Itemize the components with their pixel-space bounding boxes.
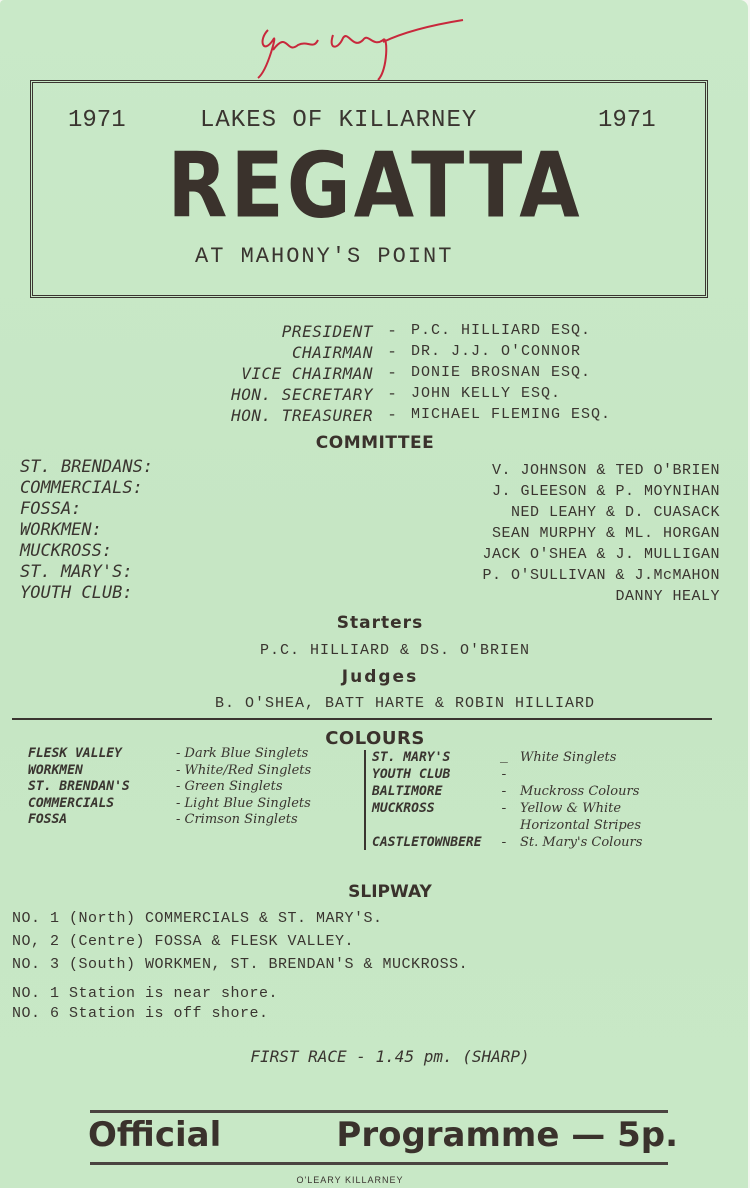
officer-row: HON. SECRETARY - JOHN KELLY ESQ.	[150, 385, 670, 406]
colours-right-list	[372, 750, 732, 852]
club-label: ST. BRENDANS:	[20, 457, 154, 477]
officer-role: VICE CHAIRMAN	[241, 364, 373, 383]
colour-team: ST. BRENDAN'S	[28, 779, 130, 794]
colour-team: ST. MARY'S	[372, 750, 451, 765]
slipway-row: NO. 3 (South) WORKMEN, ST. BRENDAN'S & MUCKROSS.	[12, 956, 469, 973]
programme-price: Programme — 5p.	[336, 1115, 678, 1155]
event-subtitle: LAKES OF KILLARNEY	[200, 107, 478, 134]
station-note: NO. 6 Station is off shore.	[12, 1005, 269, 1022]
club-label: WORKMEN:	[20, 520, 102, 540]
officers-list	[150, 322, 670, 427]
member-names: SEAN MURPHY & ML. HORGAN	[491, 525, 720, 542]
member-names: P. O'SULLIVAN & J.McMAHON	[482, 567, 720, 584]
officer-name: DONIE BROSNAN ESQ.	[411, 364, 592, 381]
member-names: J. GLEESON & P. MOYNIHAN	[491, 483, 720, 500]
club-label: COMMERCIALS:	[20, 478, 143, 498]
slipway-heading: SLIPWAY	[348, 882, 432, 902]
officer-row: VICE CHAIRMAN - DONIE BROSNAN ESQ.	[150, 364, 670, 385]
colour-desc: White Singlets	[520, 750, 617, 765]
printer-credit: O'LEARY KILLARNEY	[296, 1175, 404, 1185]
event-location: AT MAHONY'S POINT	[195, 244, 454, 269]
colours-left-list	[28, 746, 368, 829]
officer-role: HON. SECRETARY	[231, 385, 373, 404]
committee-heading: COMMITTEE	[315, 433, 435, 453]
first-race-time: FIRST RACE - 1.45 pm. (SHARP)	[250, 1047, 530, 1066]
colour-team: FLESK VALLEY	[28, 746, 122, 761]
colour-desc: Muckross Colours	[520, 784, 640, 799]
colours-heading: COLOURS	[325, 728, 425, 749]
colour-desc: St. Mary's Colours	[520, 835, 643, 850]
judges-names: B. O'SHEA, BATT HARTE & ROBIN HILLIARD	[214, 695, 596, 712]
colour-row	[28, 812, 368, 829]
column-divider	[364, 750, 366, 850]
colour-team: CASTLETOWNBERE	[372, 835, 482, 850]
colour-desc: Horizontal Stripes	[520, 818, 642, 833]
colour-row	[372, 818, 732, 835]
colour-desc: - Green Singlets	[176, 779, 283, 794]
colour-row	[28, 796, 368, 813]
colour-team: MUCKROSS	[372, 801, 435, 816]
officer-row: PRESIDENT - P.C. HILLIARD ESQ.	[150, 322, 670, 343]
starters-heading: Starters	[336, 613, 424, 633]
officer-role: HON. TREASURER	[231, 406, 373, 425]
year-right: 1971	[598, 107, 656, 134]
colour-row: ST. MARY'S _ White Singlets	[372, 750, 617, 765]
station-notes	[12, 985, 412, 1025]
committee-members	[380, 462, 720, 609]
officer-role: PRESIDENT	[281, 322, 373, 341]
officer-name: MICHAEL FLEMING ESQ.	[411, 406, 612, 423]
colour-row	[28, 763, 368, 780]
colour-desc: - Dark Blue Singlets	[176, 746, 309, 761]
official-label: Official	[88, 1115, 222, 1155]
divider	[90, 1110, 668, 1113]
colour-team	[372, 818, 500, 835]
colour-team: WORKMEN	[28, 762, 83, 778]
colour-desc: - White/Red Singlets	[176, 762, 312, 778]
club-label: YOUTH CLUB:	[20, 583, 133, 603]
colour-row: CASTLETOWNBERE - St. Mary's Colours	[372, 835, 643, 850]
officer-name: P.C. HILLIARD ESQ.	[411, 322, 592, 339]
colour-team: BALTIMORE	[372, 784, 443, 799]
colour-row: BALTIMORE - Muckross Colours	[372, 784, 640, 799]
divider	[90, 1162, 668, 1165]
officer-name: DR. J.J. O'CONNOR	[411, 343, 582, 360]
slipway-row: NO. 1 (North) COMMERCIALS & ST. MARY'S.	[12, 910, 383, 927]
starters-names: P.C. HILLIARD & DS. O'BRIEN	[259, 642, 531, 659]
club-label: FOSSA:	[20, 499, 82, 519]
colour-row: MUCKROSS - Yellow & White	[372, 801, 622, 816]
colour-team: YOUTH CLUB	[372, 767, 451, 782]
member-names: V. JOHNSON & TED O'BRIEN	[491, 462, 720, 479]
slipway-row: NO, 2 (Centre) FOSSA & FLESK VALLEY.	[12, 933, 355, 950]
officer-role: CHAIRMAN	[291, 343, 373, 362]
colour-team: FOSSA	[28, 812, 68, 827]
committee-clubs	[20, 457, 220, 604]
colour-desc: - Crimson Singlets	[176, 812, 298, 827]
officer-row: HON. TREASURER - MICHAEL FLEMING ESQ.	[150, 406, 670, 427]
member-names: NED LEAHY & D. CUASACK	[510, 504, 720, 521]
divider	[12, 718, 712, 720]
station-note: NO. 1 Station is near shore.	[12, 985, 279, 1002]
officer-name: JOHN KELLY ESQ.	[411, 385, 562, 402]
colour-row: YOUTH CLUB -	[372, 767, 508, 782]
signature	[238, 10, 468, 85]
colour-desc: Yellow & White	[520, 801, 622, 816]
year-left: 1971	[68, 107, 126, 134]
officer-row: CHAIRMAN - DR. J.J. O'CONNOR	[150, 343, 670, 364]
judges-heading: Judges	[341, 667, 419, 687]
member-names: DANNY HEALY	[615, 588, 720, 605]
colour-team: COMMERCIALS	[28, 795, 115, 811]
colour-row	[28, 746, 368, 763]
page-title: REGATTA	[167, 135, 583, 239]
colour-desc: - Light Blue Singlets	[176, 795, 311, 811]
official-programme-banner	[88, 1115, 678, 1155]
club-label: ST. MARY'S:	[20, 562, 133, 582]
slipway-list	[12, 910, 652, 979]
colour-row	[28, 779, 368, 796]
club-label: MUCKROSS:	[20, 541, 113, 561]
member-names: JACK O'SHEA & J. MULLIGAN	[482, 546, 720, 563]
